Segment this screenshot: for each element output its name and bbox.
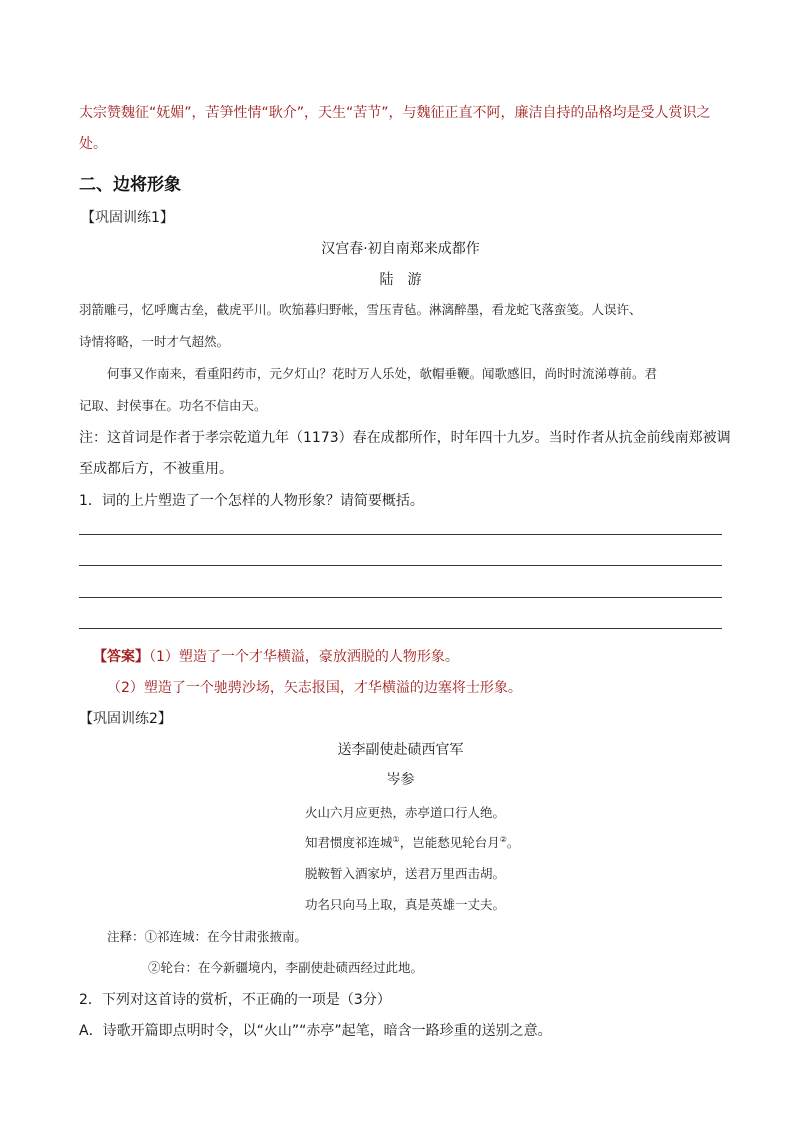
poem-1-line-2: 诗情将略，一时才气超然。 [79,334,230,349]
poem-2-line-2 [305,833,519,851]
exercise-1-label: 【巩固训练1】 [81,210,174,226]
intro-line-1: 太宗赞魏征“妩媚”，苦笋性情“耿介”，天生“苦节”，与魏征正直不阿，廉洁自持的品格均是受人赏识之 [79,105,711,121]
poem-2-line-3: 脱鞍暂入酒家垆，送君万里西击胡。 [305,866,506,881]
poem-2-title: 送李副使赴碛西官军 [337,742,464,758]
answer-1-line-2: （2）塑造了一个驰骋沙场，矢志报国，才华横溢的边塞将士形象。 [107,680,522,696]
poem-2-author: 岑参 [386,772,415,788]
poem-2-line-1: 火山六月应更热，赤亭道口行人绝。 [305,805,506,820]
poem-2-note-1: 注释：①祁连城：在今甘肃张掖南。 [107,929,308,944]
poem-2-line-2-part-1: 知君惯度祁连城 [305,835,393,850]
poem-2-line-2-part-2: ，岂能愁见轮台月 [399,835,500,850]
poem-1-line-4: 记取、封侯事在。功名不信由天。 [79,398,267,413]
question-1: 1．词的上片塑造了一个怎样的人物形象？请简要概括。 [79,493,424,509]
exercise-2-label: 【巩固训练2】 [79,711,172,727]
answer-line [79,565,722,566]
intro-line-2: 处。 [79,136,107,152]
poem-2-line-2-part-3: 。 [506,835,520,850]
poem-2-note-2: ②轮台：在今新疆境内，李副使赴碛西经过此地。 [148,960,424,975]
question-2: 2．下列对这首诗的赏析，不正确的一项是（3分） [79,992,391,1008]
poem-1-author: 陆 游 [379,272,422,288]
poem-2-line-4: 功名只向马上取，真是英雄一丈夫。 [305,897,506,912]
poem-1-line-1: 羽箭雕弓，忆呼鹰古垒，截虎平川。吹笳暮归野帐，雪压青毡。淋漓醉墨，看龙蛇飞落蛮笺。人误许、 [79,302,642,317]
poem-1-note-line-1: 注：这首词是作者于孝宗乾道九年（1173）春在成都所作，时年四十九岁。当时作者从抗金前线南郑被调 [79,430,731,446]
poem-1-note-line-2: 至成都后方，不被重用。 [79,461,233,477]
footnote-marker-2: ② [499,834,507,844]
answer-line [79,534,722,535]
poem-1-line-3: 何事又作南来，看重阳药市，元夕灯山？花时万人乐处，欹帽垂鞭。闻歌感旧，尚时时流涕尊前。君 [107,366,658,381]
footnote-marker-1: ① [392,834,400,844]
answer-1 [93,646,459,666]
poem-1-title: 汉宫春·初自南郑来成都作 [321,241,480,257]
answer-1-line-1: （1）塑造了一个才华横溢，豪放洒脱的人物形象。 [149,649,459,665]
section-title: 二、边将形象 [79,175,181,195]
answer-line [79,597,722,598]
question-2-option-a: A．诗歌开篇即点明时令，以“火山”“赤亭”起笔，暗含一路珍重的送别之意。 [79,1023,552,1039]
answer-tag: 【答案】 [93,649,149,665]
answer-line [79,628,722,629]
